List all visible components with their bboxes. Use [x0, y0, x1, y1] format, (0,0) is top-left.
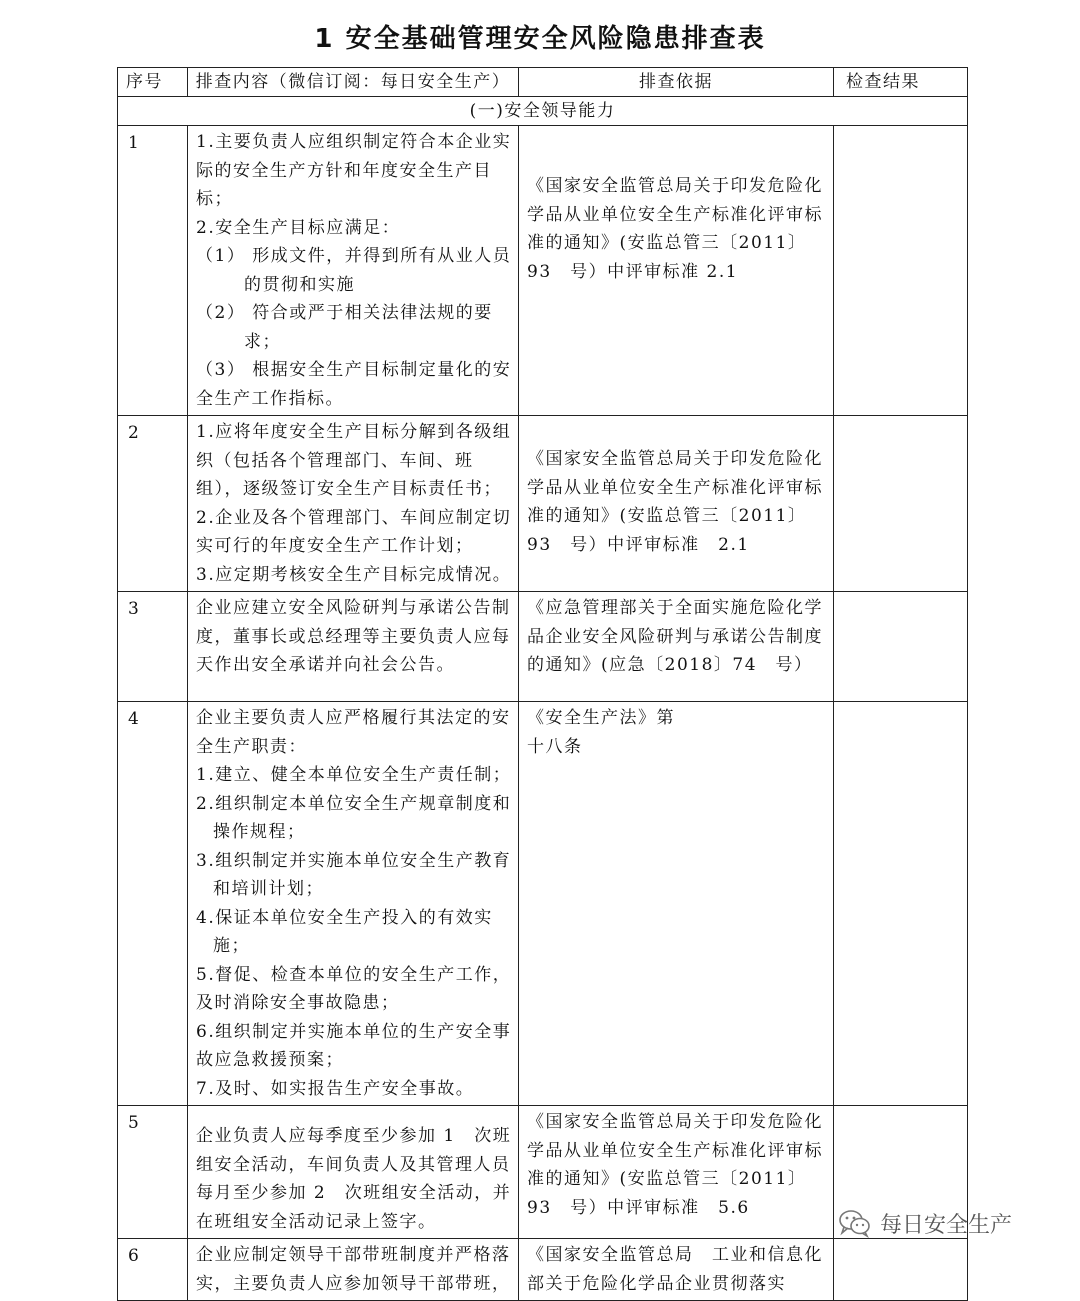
- hazard-checklist-table: [117, 67, 968, 1301]
- content-line: 2.安全生产目标应满足：: [196, 217, 401, 238]
- table-row: [118, 416, 968, 592]
- content-line: 企业应制定领导干部带班制度并严格落实，主要负责人应参加领导干部带班，: [196, 1245, 511, 1294]
- row-content: [188, 126, 519, 416]
- row-basis: [519, 416, 834, 592]
- header-row: [118, 68, 968, 97]
- basis-line: 《国家安全监管总局 工业和信息化部关于危险化学品企业贯彻落实: [527, 1245, 823, 1294]
- content-line: 3.组织制定并实施本单位安全生产教育和培训计划；: [196, 850, 512, 899]
- content-line: 6.组织制定并实施本单位的生产安全事故应急救援预案；: [196, 1021, 512, 1070]
- section-title: (一)安全领导能力: [118, 97, 968, 126]
- content-line: （1） 形成文件，并得到所有从业人员的贯彻和实施: [196, 246, 512, 295]
- row-basis: [519, 1239, 834, 1301]
- basis-line: 《国家安全监管总局关于印发危险化学品从业单位安全生产标准化评审标准的通知》(安监总管三〔2011〕93 号）中评审标准 5.6: [527, 1112, 823, 1218]
- row-content: [188, 1106, 519, 1239]
- table-row: [118, 702, 968, 1106]
- basis-line: 《应急管理部关于全面实施危险化学品企业安全风险研判与承诺公告制度的通知》(应急〔2018〕74 号）: [527, 598, 823, 675]
- row-content: [188, 702, 519, 1106]
- content-line: 企业主要负责人应严格履行其法定的安全生产职责：: [196, 708, 511, 757]
- content-line: （3） 根据安全生产目标制定量化的安全生产工作指标。: [196, 360, 512, 409]
- row-content: [188, 1239, 519, 1301]
- basis-line: 《国家安全监管总局关于印发危险化学品从业单位安全生产标准化评审标准的通知》(安监总管三〔2011〕93 号）中评审标准 2.1: [527, 449, 823, 555]
- row-result: [834, 702, 968, 1106]
- content-line: 1.建立、健全本单位安全生产责任制；: [196, 765, 512, 785]
- basis-line: 十八条: [527, 736, 583, 757]
- wechat-icon: [838, 1208, 872, 1238]
- row-number: 6: [118, 1239, 188, 1301]
- watermark: [838, 1203, 1012, 1243]
- row-result: [834, 126, 968, 416]
- header-result: 检查结果: [834, 68, 968, 97]
- content-line: 4.保证本单位安全生产投入的有效实施；: [196, 907, 493, 956]
- table-row: [118, 126, 968, 416]
- basis-line: 《安全生产法》第: [527, 708, 675, 728]
- content-line: 企业负责人应每季度至少参加 1 次班组安全活动，车间负责人及其管理人员每月至少参加 2 次班组安全活动，并在班组安全活动记录上签字。: [196, 1126, 512, 1232]
- row-content: [188, 592, 519, 702]
- table-row: [118, 1239, 968, 1301]
- row-result: [834, 1239, 968, 1301]
- row-content: [188, 416, 519, 592]
- section-row: [118, 97, 968, 126]
- basis-line: 《国家安全监管总局关于印发危险化学品从业单位安全生产标准化评审标准的通知》(安监总管三〔2011〕93 号）中评审标准 2.1: [527, 176, 823, 282]
- row-result: [834, 592, 968, 702]
- row-basis: [519, 1106, 834, 1239]
- row-number: 2: [118, 416, 188, 592]
- content-line: 5.督促、检查本单位的安全生产工作，及时消除安全事故隐患；: [196, 964, 512, 1013]
- watermark-text: 每日安全生产: [880, 1212, 1013, 1238]
- row-number: 1: [118, 126, 188, 416]
- content-line: 3.应定期考核安全生产目标完成情况。: [196, 564, 512, 585]
- content-line: （2） 符合或严于相关法律法规的要求；: [196, 303, 493, 352]
- table-row: [118, 592, 968, 702]
- row-basis: [519, 702, 834, 1106]
- content-line: 7.及时、如实报告生产安全事故。: [196, 1078, 475, 1099]
- row-number: 4: [118, 702, 188, 1106]
- header-number: 序号: [118, 68, 188, 97]
- content-line: 1.应将年度安全生产目标分解到各级组织（包括各个管理部门、车间、班组），逐级签订安全生产目标责任书；: [196, 422, 512, 499]
- row-result: [834, 416, 968, 592]
- content-line: 企业应建立安全风险研判与承诺公告制度，董事长或总经理等主要负责人应每天作出安全承诺并向社会公告。: [196, 598, 511, 675]
- page-title: 1 安全基础管理安全风险隐患排查表: [314, 24, 766, 54]
- content-line: 1.主要负责人应组织制定符合本企业实际的安全生产方针和年度安全生产目标；: [196, 132, 512, 209]
- row-basis: [519, 126, 834, 416]
- row-number: 3: [118, 592, 188, 702]
- row-number: 5: [118, 1106, 188, 1239]
- header-content: 排查内容（微信订阅：每日安全生产）: [188, 68, 519, 97]
- row-basis: [519, 592, 834, 702]
- content-line: 2.企业及各个管理部门、车间应制定切实可行的年度安全生产工作计划；: [196, 507, 512, 556]
- content-line: 2.组织制定本单位安全生产规章制度和操作规程；: [196, 793, 512, 842]
- header-basis: 排查依据: [519, 68, 834, 97]
